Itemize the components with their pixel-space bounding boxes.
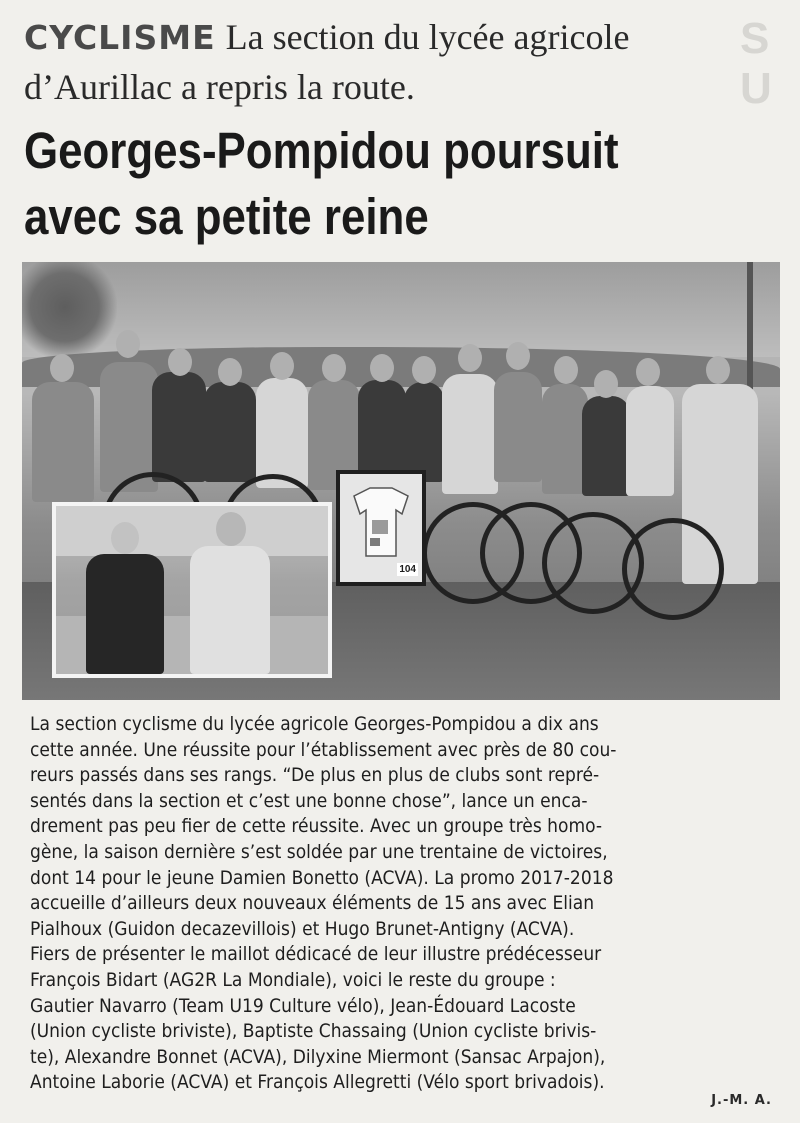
person	[494, 372, 542, 482]
person-head	[50, 354, 74, 382]
person-head	[322, 354, 346, 382]
inset-photo	[52, 502, 332, 678]
section-rubric: CYCLISME	[24, 18, 216, 57]
person-head	[168, 348, 192, 376]
kicker-subtitle-line1: La section du lycée agricole	[225, 17, 630, 57]
person-head	[218, 358, 242, 386]
person-head	[116, 330, 140, 358]
person	[204, 382, 256, 482]
person-head	[458, 344, 482, 372]
article-body: La section cyclisme du lycée agricole Georges-Pompidou a dix ans cette année. Une réussite pour l’établissement avec près de 80 cou- reurs passés dans ses rangs. “De plus en plus de clubs sont repré- sentés dans la section et c’est une bonne chose”, lance un enca- drement pas peu fier de cette réussite. Avec un groupe très homo- gène, la saison dernière s’est soldée par une trentaine de victoires, dont 14 pour le jeune Damien Bonetto (ACVA). La promo 2017-2018 accueille d’ailleurs deux nouveaux éléments de 15 ans avec Elian Pialhoux (Guidon decazevillois) et Hugo Brunet-Antigny (ACVA). Fiers de présenter le maillot dédicacé de leur illustre prédécesseur François Bidart (AG2R La Mondiale), voici le reste du groupe : Gautier Navarro (Team U19 Culture vélo), Jean-Édouard Lacoste (Union cycliste briviste), Baptiste Chassaing (Union cycliste brivis- te), Alexandre Bonnet (ACVA), Dilyxine Miermont (Sansac Arpajon), Antoine Laborie (ACVA) et François Allegretti (Vélo sport brivadois).	[30, 713, 617, 1094]
person-head	[111, 522, 139, 554]
inset-sky	[56, 506, 328, 556]
kicker	[24, 16, 724, 116]
person-head	[636, 358, 660, 386]
team-photo	[22, 262, 780, 700]
headline-line2: avec sa petite reine	[24, 188, 429, 245]
headline	[24, 118, 660, 250]
person-head	[506, 342, 530, 370]
person	[152, 372, 206, 482]
person-head	[370, 354, 394, 382]
byline: J.-M. A.	[711, 1093, 772, 1108]
person	[442, 374, 498, 494]
person-head	[270, 352, 294, 380]
person	[190, 546, 270, 674]
person	[86, 554, 164, 674]
person	[626, 386, 674, 496]
bicycle-wheel	[622, 518, 724, 620]
person-head	[594, 370, 618, 398]
person	[582, 396, 630, 496]
person	[256, 378, 308, 488]
person-head	[412, 356, 436, 384]
headline-line1: Georges-Pompidou poursuit	[24, 122, 619, 179]
person	[404, 382, 444, 482]
person-head	[706, 356, 730, 384]
frame-number: 104	[399, 564, 416, 575]
framed-jersey	[336, 470, 426, 586]
person-head	[554, 356, 578, 384]
adjacent-article-fragment: S U	[740, 14, 772, 113]
person-head	[216, 512, 246, 546]
kicker-subtitle-line2: d’Aurillac a repris la route.	[24, 67, 415, 107]
photo-tree	[22, 262, 117, 362]
person	[32, 382, 94, 502]
